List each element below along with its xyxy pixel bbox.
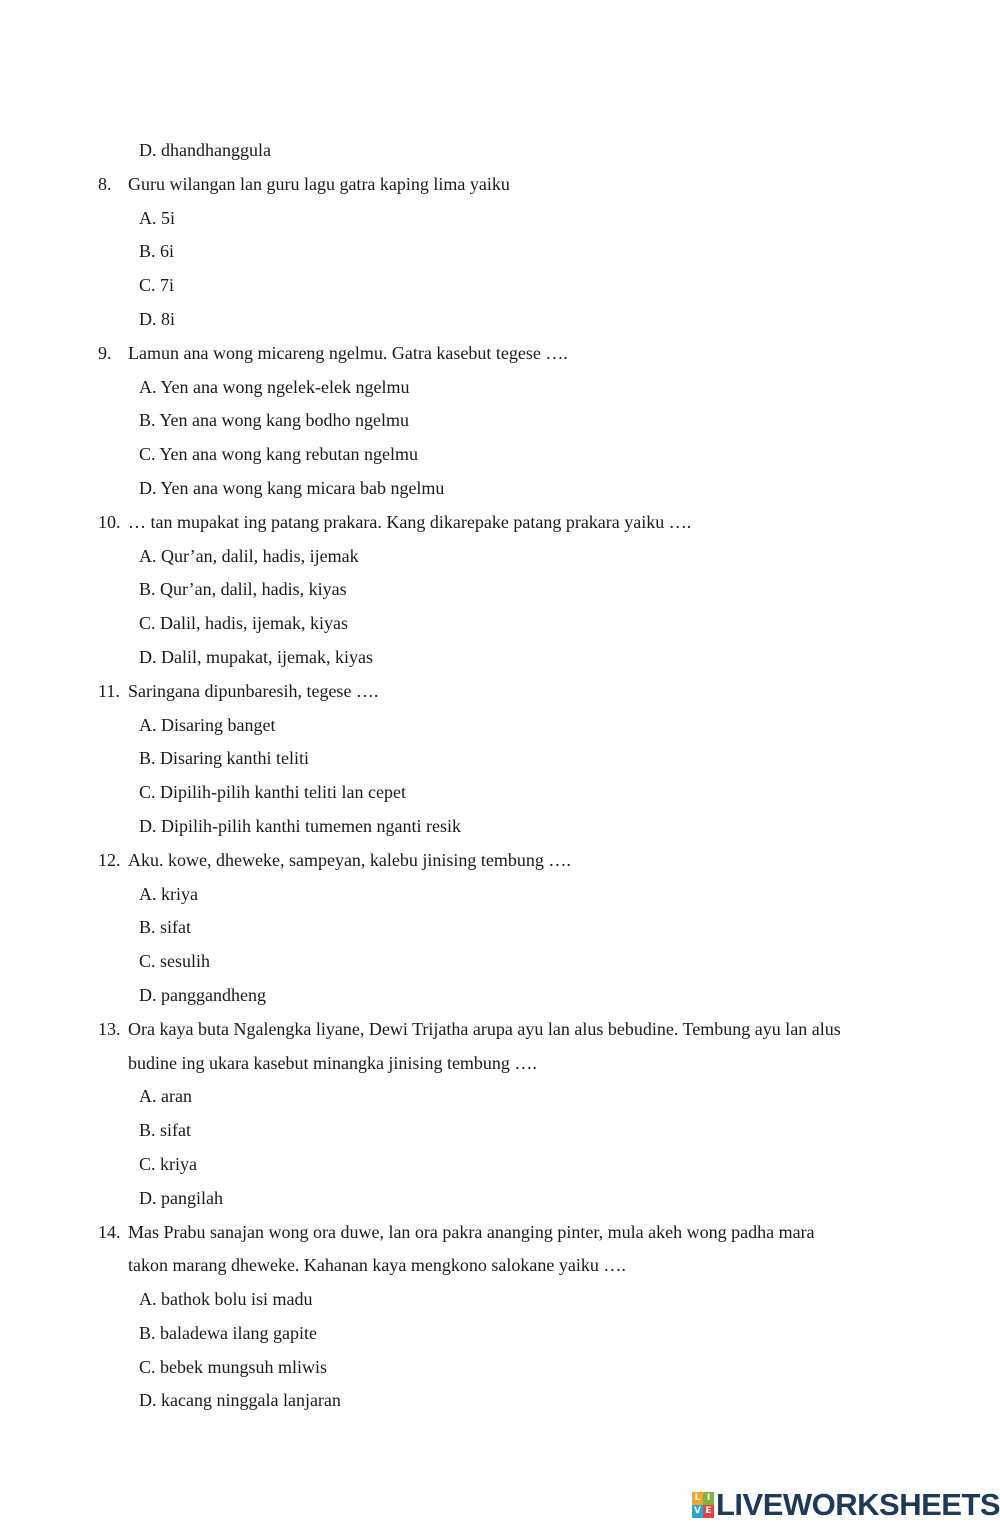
question-number: 14. [98, 1221, 121, 1242]
question-line [0, 168, 1000, 202]
answer-option-line [0, 810, 1000, 844]
logo-icon-letter: I [703, 1492, 714, 1505]
liveworksheets-logo[interactable] [692, 1488, 1000, 1522]
answer-option: A. kriya [139, 883, 198, 904]
answer-option: A. 5i [139, 207, 175, 228]
answer-option: C. sesulih [139, 951, 211, 972]
liveworksheets-logo-icon [692, 1492, 714, 1518]
answer-option-line [0, 202, 1000, 236]
question-text: … tan mupakat ing patang prakara. Kang dikarepake patang prakara yaiku …. [128, 511, 692, 532]
answer-option: B. Qur’an, dalil, hadis, kiyas [139, 579, 347, 600]
answer-option: D. Dipilih-pilih kanthi tumemen nganti resik [139, 815, 461, 836]
answer-option: B. 6i [139, 241, 175, 262]
answer-option: D. dhandhanggula [139, 140, 271, 160]
question-text: Aku. kowe, dheweke, sampeyan, kalebu jinising tembung …. [128, 849, 571, 870]
logo-icon-letter: E [703, 1505, 714, 1518]
answer-option: D. kacang ninggala lanjaran [139, 1390, 341, 1411]
answer-option: A. Qur’an, dalil, hadis, ijemak [139, 545, 359, 566]
answer-option: B. baladewa ilang gapite [139, 1322, 317, 1343]
answer-option: A. bathok bolu isi madu [139, 1289, 313, 1310]
answer-option: D. pangilah [139, 1187, 223, 1208]
answer-option: C. kriya [139, 1153, 197, 1174]
question-continuation-line [0, 1047, 1000, 1081]
question-line [0, 675, 1000, 709]
answer-option-line [0, 303, 1000, 337]
question-line [0, 337, 1000, 371]
logo-icon-letter: V [692, 1505, 703, 1518]
question-text: Lamun ana wong micareng ngelmu. Gatra kasebut tegese …. [128, 342, 568, 363]
answer-option-line [0, 371, 1000, 405]
answer-option-line [0, 540, 1000, 574]
question-text-continued: takon marang dheweke. Kahanan kaya mengkono salokane yaiku …. [128, 1255, 626, 1276]
answer-option: B. Yen ana wong kang bodho ngelmu [139, 410, 409, 431]
answer-option-line [0, 1080, 1000, 1114]
answer-option: C. 7i [139, 275, 175, 296]
answer-option: D. Yen ana wong kang micara bab ngelmu [139, 477, 445, 498]
answer-option: A. Disaring banget [139, 714, 276, 735]
answer-option-line [0, 1182, 1000, 1216]
question-number: 10. [98, 511, 121, 532]
worksheet-page [0, 134, 1000, 1418]
question-number: 11. [98, 680, 120, 701]
answer-option-line [0, 404, 1000, 438]
answer-option-line [0, 979, 1000, 1013]
answer-option: D. panggandheng [139, 984, 266, 1005]
logo-icon-letter: L [692, 1492, 703, 1505]
answer-option-line [0, 742, 1000, 776]
answer-option-line [0, 1283, 1000, 1317]
question-number: 13. [98, 1018, 121, 1039]
answer-option-line [0, 776, 1000, 810]
answer-option-line [0, 709, 1000, 743]
question-text: Ora kaya buta Ngalengka liyane, Dewi Trijatha arupa ayu lan alus bebudine. Tembung ayu lan alus [128, 1018, 841, 1039]
question-line [0, 1013, 1000, 1047]
question-line [0, 844, 1000, 878]
question-text: Saringana dipunbaresih, tegese …. [128, 680, 379, 701]
answer-option: D. 8i [139, 308, 175, 329]
answer-option-line [0, 134, 1000, 168]
answer-option-line [0, 1317, 1000, 1351]
answer-option-line [0, 641, 1000, 675]
question-number: 8. [98, 173, 112, 194]
answer-option: D. Dalil, mupakat, ijemak, kiyas [139, 646, 373, 667]
answer-option-line [0, 945, 1000, 979]
answer-option: A. aran [139, 1086, 192, 1107]
answer-option-line [0, 607, 1000, 641]
answer-option: C. Dalil, hadis, ijemak, kiyas [139, 613, 348, 634]
question-number: 12. [98, 849, 121, 870]
answer-option-line [0, 235, 1000, 269]
question-continuation-line [0, 1249, 1000, 1283]
answer-option-line [0, 573, 1000, 607]
answer-option-line [0, 269, 1000, 303]
question-line [0, 506, 1000, 540]
answer-option-line [0, 878, 1000, 912]
answer-option: B. Disaring kanthi teliti [139, 748, 309, 769]
answer-option-line [0, 438, 1000, 472]
question-text-continued: budine ing ukara kasebut minangka jinising tembung …. [128, 1052, 537, 1073]
answer-option-line [0, 472, 1000, 506]
answer-option-line [0, 911, 1000, 945]
answer-option-line [0, 1351, 1000, 1385]
answer-option-line [0, 1114, 1000, 1148]
answer-option-line [0, 1384, 1000, 1418]
answer-option: B. sifat [139, 1120, 191, 1141]
answer-option: C. Dipilih-pilih kanthi teliti lan cepet [139, 782, 406, 803]
question-line [0, 1216, 1000, 1250]
answer-option: C. bebek mungsuh mliwis [139, 1356, 327, 1377]
answer-option: B. sifat [139, 917, 191, 938]
question-number: 9. [98, 342, 112, 363]
question-text: Mas Prabu sanajan wong ora duwe, lan ora pakra ananging pinter, mula akeh wong padha mara [128, 1221, 815, 1242]
logo-text: LIVEWORKSHEETS [716, 1487, 1000, 1522]
question-text: Guru wilangan lan guru lagu gatra kaping lima yaiku [128, 173, 510, 194]
answer-option-line [0, 1148, 1000, 1182]
answer-option: A. Yen ana wong ngelek-elek ngelmu [139, 376, 410, 397]
answer-option: C. Yen ana wong kang rebutan ngelmu [139, 444, 418, 465]
